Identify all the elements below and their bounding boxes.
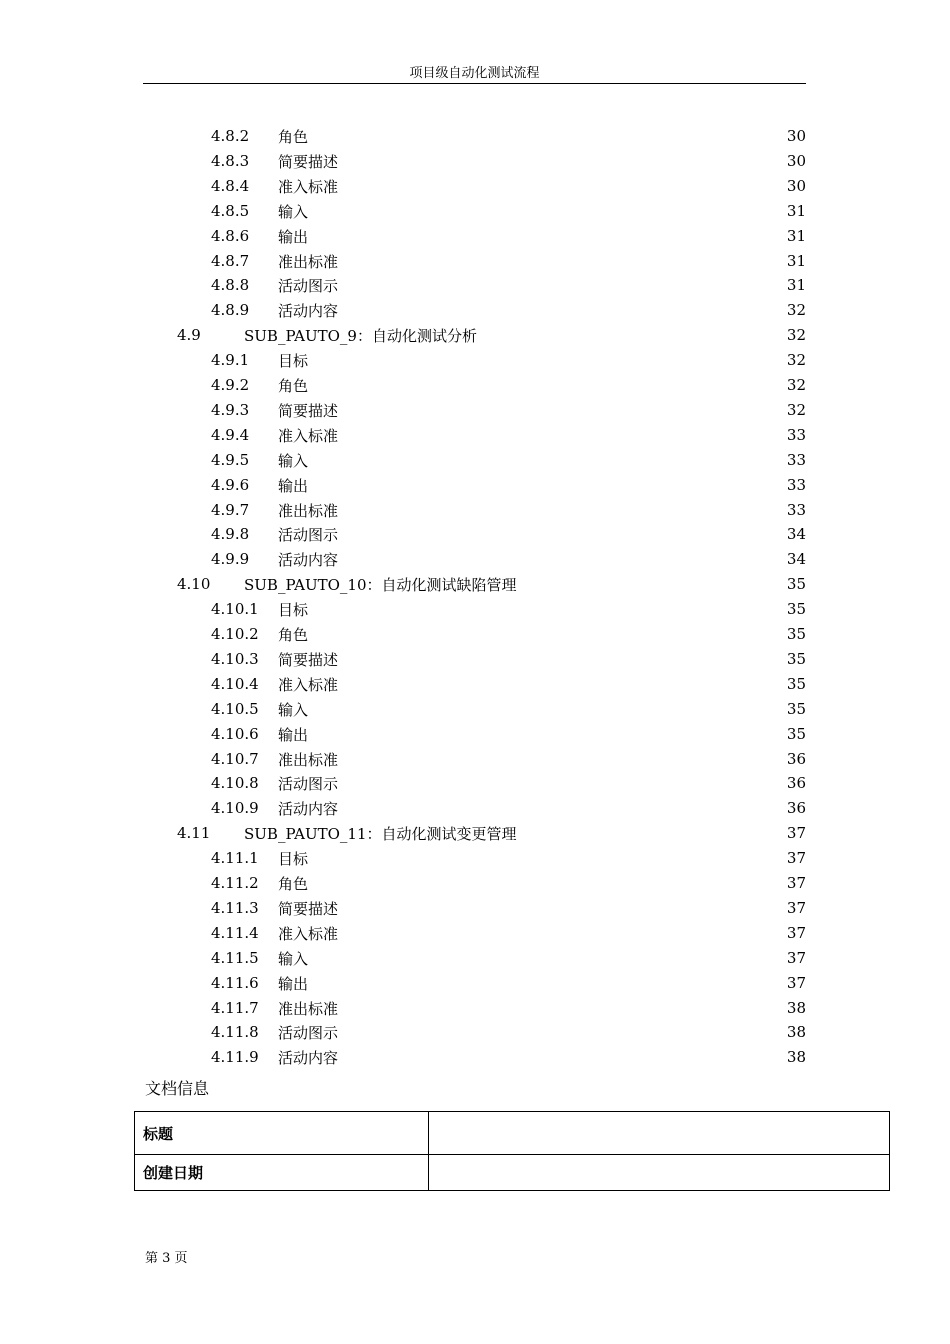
toc-entry-page: 32: [786, 301, 806, 319]
toc-leader-dots: [339, 896, 786, 920]
toc-entry[interactable]: [211, 249, 806, 273]
toc-entry-page: 37: [786, 874, 806, 892]
toc-entry-title: 活动内容: [278, 550, 339, 569]
toc-entry-number: 4.11.7: [211, 999, 259, 1017]
toc-entry-title: 准入标准: [278, 426, 339, 445]
toc-entry[interactable]: [211, 896, 806, 920]
toc-entry[interactable]: [211, 149, 806, 173]
toc-entry-number: 4.9.1: [211, 351, 250, 369]
toc-entry-title: 角色: [278, 625, 309, 644]
toc-entry-number: 4.10.1: [211, 600, 259, 618]
toc-entry-title: 目标: [278, 351, 309, 370]
toc-entry[interactable]: [211, 747, 806, 771]
toc-entry-title: 活动内容: [278, 1048, 339, 1067]
toc-entry-page: 36: [786, 750, 806, 768]
toc-entry[interactable]: [211, 298, 806, 322]
toc-leader-dots: [309, 373, 786, 397]
doc-info-title-key: 标题: [135, 1112, 429, 1155]
toc-entry-number: 4.10: [177, 575, 211, 593]
toc-entry-title: 准入标准: [278, 675, 339, 694]
toc-entry-number: 4.10.5: [211, 700, 259, 718]
toc-entry-page: 31: [786, 252, 806, 270]
toc-entry[interactable]: [211, 1045, 806, 1069]
toc-entry-page: 35: [786, 575, 806, 593]
doc-info-table: [134, 1111, 890, 1191]
toc-entry[interactable]: [211, 174, 806, 198]
toc-entry-title: SUB_PAUTO_10：自动化测试缺陷管理: [244, 575, 517, 594]
toc-entry[interactable]: [211, 946, 806, 970]
toc-leader-dots: [309, 448, 786, 472]
toc-entry-page: 38: [786, 999, 806, 1017]
toc-leader-dots: [339, 996, 786, 1020]
toc-entry-number: 4.8.9: [211, 301, 250, 319]
toc-entry[interactable]: [211, 498, 806, 522]
toc-entry-number: 4.11.8: [211, 1023, 259, 1041]
toc-entry-number: 4.9.3: [211, 401, 250, 419]
toc-entry-number: 4.11.6: [211, 974, 259, 992]
toc-entry[interactable]: [211, 522, 806, 546]
toc-leader-dots: [339, 498, 786, 522]
toc-entry-page: 33: [786, 451, 806, 469]
toc-entry-page: 31: [786, 276, 806, 294]
toc-leader-dots: [518, 821, 786, 845]
toc-leader-dots: [339, 273, 786, 297]
toc-leader-dots: [339, 672, 786, 696]
toc-entry-title: 活动内容: [278, 301, 339, 320]
toc-entry-title: 准入标准: [278, 924, 339, 943]
toc-entry-number: 4.9: [177, 326, 201, 344]
toc-leader-dots: [339, 647, 786, 671]
toc-entry-page: 37: [786, 924, 806, 942]
toc-entry-number: 4.9.9: [211, 550, 250, 568]
toc-entry-page: 32: [786, 401, 806, 419]
toc-leader-dots: [518, 572, 786, 596]
toc-entry-page: 35: [786, 650, 806, 668]
toc-entry[interactable]: [211, 423, 806, 447]
toc-entry-page: 35: [786, 600, 806, 618]
toc-leader-dots: [339, 1045, 786, 1069]
toc-entry-number: 4.9.4: [211, 426, 250, 444]
toc-entry[interactable]: [177, 821, 806, 845]
toc-leader-dots: [309, 124, 786, 148]
doc-info-heading: 文档信息: [145, 1079, 210, 1098]
toc-entry-number: 4.8.7: [211, 252, 250, 270]
toc-entry-number: 4.10.6: [211, 725, 259, 743]
toc-entry-page: 37: [786, 849, 806, 867]
toc-entry-title: 准出标准: [278, 252, 339, 271]
toc-entry[interactable]: [177, 572, 806, 596]
page-header: [143, 64, 806, 84]
toc-entry-number: 4.10.4: [211, 675, 259, 693]
toc-entry-page: 32: [786, 351, 806, 369]
toc-entry-number: 4.8.4: [211, 177, 250, 195]
toc-leader-dots: [339, 174, 786, 198]
toc-entry-title: 输出: [278, 974, 309, 993]
toc-entry-title: 输出: [278, 476, 309, 495]
toc-entry-page: 32: [786, 326, 806, 344]
header-title: 项目级自动化测试流程: [409, 66, 540, 81]
toc-entry-number: 4.10.2: [211, 625, 259, 643]
toc-entry-number: 4.9.6: [211, 476, 250, 494]
toc-entry-page: 33: [786, 476, 806, 494]
toc-entry[interactable]: [211, 597, 806, 621]
toc-entry[interactable]: [211, 622, 806, 646]
toc-entry-page: 30: [786, 127, 806, 145]
toc-leader-dots: [339, 423, 786, 447]
toc-entry-title: 活动内容: [278, 799, 339, 818]
toc-leader-dots: [339, 547, 786, 571]
toc-entry-number: 4.8.6: [211, 227, 250, 245]
toc-entry-number: 4.8.5: [211, 202, 250, 220]
toc-entry[interactable]: [211, 348, 806, 372]
toc-entry[interactable]: [211, 971, 806, 995]
toc-entry-number: 4.10.8: [211, 774, 259, 792]
toc-entry[interactable]: [211, 647, 806, 671]
page-number: 第 3 页: [145, 1251, 188, 1266]
toc-entry-number: 4.11.4: [211, 924, 259, 942]
toc-leader-dots: [339, 398, 786, 422]
toc-entry-title: 准入标准: [278, 177, 339, 196]
toc-entry-number: 4.11.9: [211, 1048, 259, 1066]
toc-leader-dots: [339, 747, 786, 771]
toc-entry[interactable]: [211, 672, 806, 696]
toc-entry-page: 31: [786, 227, 806, 245]
toc-entry-page: 33: [786, 426, 806, 444]
toc-entry[interactable]: [211, 871, 806, 895]
toc-entry-title: 活动图示: [278, 525, 339, 544]
toc-entry-number: 4.9.8: [211, 525, 250, 543]
table-row: [135, 1112, 890, 1155]
toc-entry-page: 33: [786, 501, 806, 519]
toc-entry-page: 37: [786, 899, 806, 917]
toc-entry-page: 37: [786, 949, 806, 967]
toc-entry-number: 4.8.8: [211, 276, 250, 294]
toc-entry[interactable]: [211, 224, 806, 248]
toc-entry-title: 输出: [278, 227, 309, 246]
doc-info-title-value: [429, 1112, 890, 1155]
toc-entry-title: 简要描述: [278, 650, 339, 669]
toc-entry-page: 36: [786, 799, 806, 817]
toc-entry-number: 4.9.7: [211, 501, 250, 519]
toc-entry-page: 36: [786, 774, 806, 792]
toc-entry-title: 准出标准: [278, 501, 339, 520]
toc-entry-page: 35: [786, 625, 806, 643]
toc-entry-page: 35: [786, 700, 806, 718]
toc-leader-dots: [339, 522, 786, 546]
toc-leader-dots: [339, 149, 786, 173]
toc-entry-title: 活动图示: [278, 1023, 339, 1042]
toc-entry-title: 角色: [278, 874, 309, 893]
toc-entry[interactable]: [211, 373, 806, 397]
toc-leader-dots: [309, 971, 786, 995]
toc-entry-number: 4.10.9: [211, 799, 259, 817]
table-row: [135, 1155, 890, 1191]
toc-entry-title: 目标: [278, 600, 309, 619]
toc-entry-page: 34: [786, 550, 806, 568]
toc-leader-dots: [309, 224, 786, 248]
toc-entry-title: 简要描述: [278, 401, 339, 420]
toc-entry[interactable]: [211, 722, 806, 746]
toc-entry-title: SUB_PAUTO_9：自动化测试分析: [244, 326, 477, 345]
toc-entry-page: 31: [786, 202, 806, 220]
toc-entry-title: 目标: [278, 849, 309, 868]
toc-entry-number: 4.10.3: [211, 650, 259, 668]
toc-entry-page: 30: [786, 177, 806, 195]
toc-entry-page: 30: [786, 152, 806, 170]
toc-leader-dots: [309, 473, 786, 497]
toc-entry-page: 32: [786, 376, 806, 394]
toc-leader-dots: [339, 249, 786, 273]
toc-leader-dots: [309, 597, 786, 621]
toc-leader-dots: [309, 846, 786, 870]
toc-entry-number: 4.8.2: [211, 127, 250, 145]
toc-entry-title: 简要描述: [278, 152, 339, 171]
toc-entry-title: 输入: [278, 451, 309, 470]
toc-leader-dots: [339, 796, 786, 820]
toc-entry[interactable]: [211, 124, 806, 148]
page-footer: [145, 1247, 188, 1266]
toc-leader-dots: [478, 323, 786, 347]
toc-entry[interactable]: [211, 473, 806, 497]
toc-leader-dots: [309, 199, 786, 223]
toc-entry[interactable]: [211, 697, 806, 721]
toc-entry[interactable]: [211, 273, 806, 297]
toc-entry-title: 输入: [278, 949, 309, 968]
toc-entry[interactable]: [211, 199, 806, 223]
toc-entry-number: 4.8.3: [211, 152, 250, 170]
toc-entry-title: 活动图示: [278, 774, 339, 793]
toc-leader-dots: [339, 1020, 786, 1044]
toc-entry-number: 4.9.2: [211, 376, 250, 394]
toc-entry[interactable]: [211, 771, 806, 795]
toc-leader-dots: [339, 298, 786, 322]
toc-entry-title: 角色: [278, 376, 309, 395]
toc-leader-dots: [309, 622, 786, 646]
toc-entry[interactable]: [211, 547, 806, 571]
toc-leader-dots: [309, 946, 786, 970]
toc-entry-page: 38: [786, 1023, 806, 1041]
toc-entry-number: 4.9.5: [211, 451, 250, 469]
toc-leader-dots: [339, 921, 786, 945]
toc-entry[interactable]: [211, 448, 806, 472]
toc-entry-page: 37: [786, 824, 806, 842]
toc-entry-page: 37: [786, 974, 806, 992]
toc-entry-title: 简要描述: [278, 899, 339, 918]
toc-entry[interactable]: [211, 398, 806, 422]
toc-entry-number: 4.11.2: [211, 874, 259, 892]
toc-entry-number: 4.10.7: [211, 750, 259, 768]
toc-leader-dots: [309, 697, 786, 721]
toc-entry-title: 角色: [278, 127, 309, 146]
toc-entry-title: SUB_PAUTO_11：自动化测试变更管理: [244, 824, 517, 843]
toc-entry-title: 输入: [278, 202, 309, 221]
toc-entry-page: 35: [786, 675, 806, 693]
toc-entry[interactable]: [211, 996, 806, 1020]
toc-entry-title: 准出标准: [278, 999, 339, 1018]
toc-entry-title: 活动图示: [278, 276, 339, 295]
toc-entry-number: 4.11.5: [211, 949, 259, 967]
toc-leader-dots: [309, 722, 786, 746]
toc-entry[interactable]: [211, 921, 806, 945]
doc-info-date-key: 创建日期: [135, 1155, 429, 1191]
toc-entry-page: 34: [786, 525, 806, 543]
toc-entry[interactable]: [177, 323, 806, 347]
toc-entry[interactable]: [211, 1020, 806, 1044]
toc-leader-dots: [309, 348, 786, 372]
toc-entry-title: 输入: [278, 700, 309, 719]
toc-entry-number: 4.11: [177, 824, 211, 842]
doc-info-date-value: [429, 1155, 890, 1191]
toc-entry-number: 4.11.1: [211, 849, 259, 867]
toc-entry-page: 38: [786, 1048, 806, 1066]
toc-leader-dots: [309, 871, 786, 895]
toc-entry-number: 4.11.3: [211, 899, 259, 917]
toc-leader-dots: [339, 771, 786, 795]
toc-entry-page: 35: [786, 725, 806, 743]
toc-entry[interactable]: [211, 796, 806, 820]
toc-entry-title: 准出标准: [278, 750, 339, 769]
toc-entry[interactable]: [211, 846, 806, 870]
toc-entry-title: 输出: [278, 725, 309, 744]
